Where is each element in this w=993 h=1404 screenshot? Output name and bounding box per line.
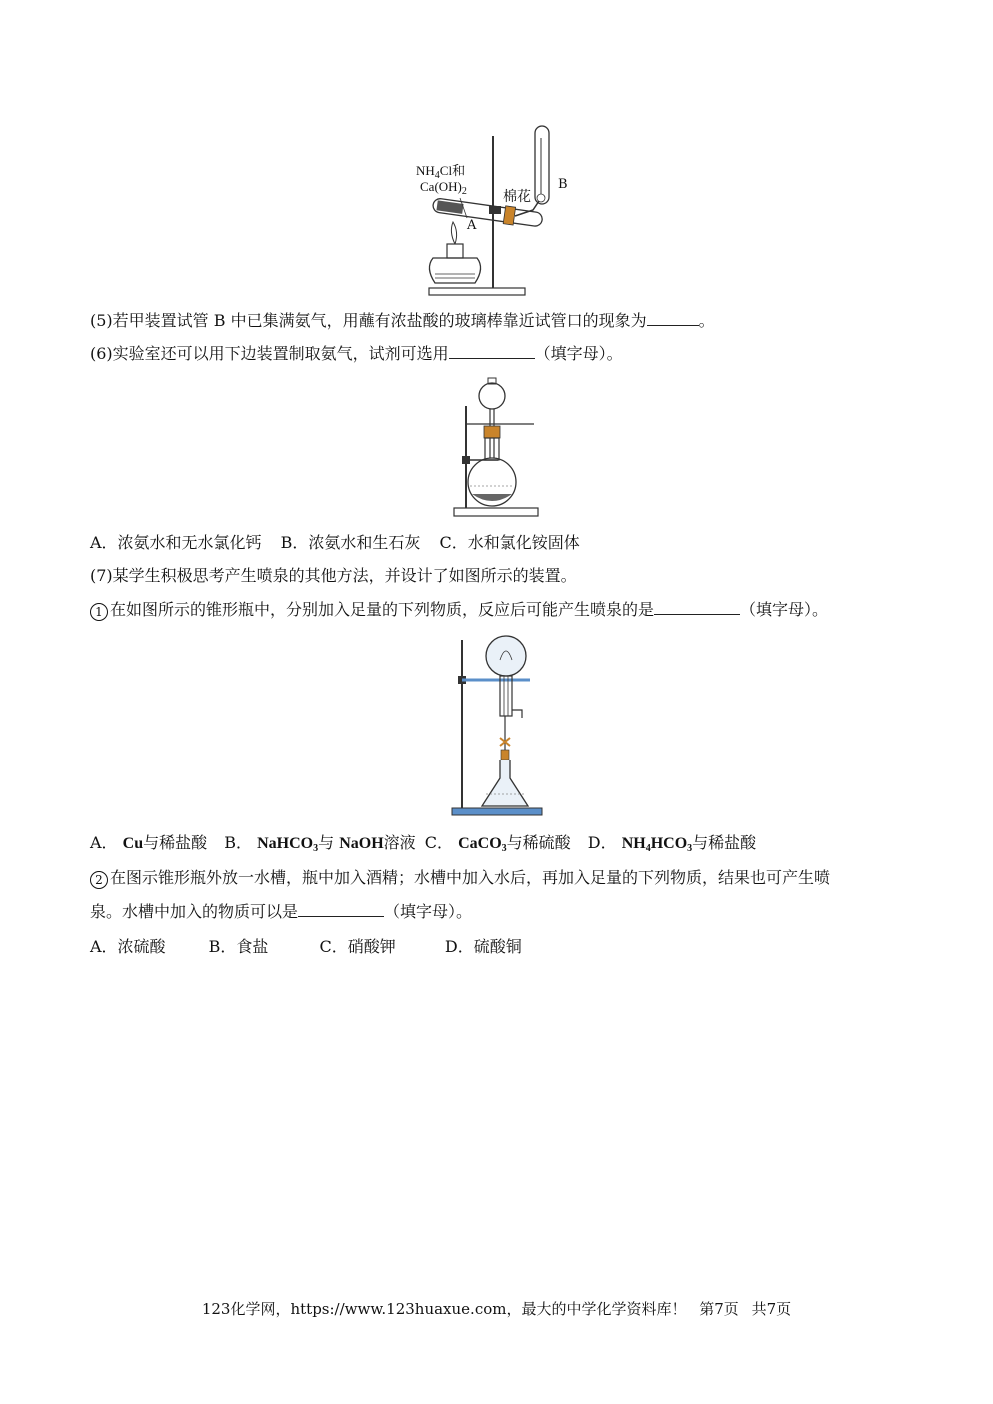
option-7-1d[interactable]: D． $NH_4HCO_3$与稀盐酸	[587, 833, 757, 854]
label-tube-b: B	[558, 177, 568, 192]
footer-total-pages: 共7页	[751, 1300, 792, 1318]
option-7-2b[interactable]: B．食盐	[208, 937, 269, 956]
question-7-intro: (7)某学生积极思考产生喷泉的其他方法，并设计了如图所示的装置。	[90, 566, 577, 585]
question-7-2-line1: 2 在图示锥形瓶外放一水槽，瓶中加入酒精；水槽中加入水后，再加入足量的下列物质，结果也可产生喷	[90, 868, 830, 889]
question-7-1: 1 在如图所示的锥形瓶中，分别加入足量的下列物质，反应后可能产生喷泉的是 （填字母）。	[90, 600, 828, 621]
page-footer	[0, 1298, 993, 1319]
option-7-2d[interactable]: D．硫酸铜	[444, 937, 522, 956]
option-6b[interactable]: B．浓氨水和生石灰	[280, 533, 421, 552]
ammonia-generation-apparatus	[405, 118, 595, 298]
circled-number: 1	[90, 603, 108, 621]
answer-blank-6[interactable]	[449, 344, 535, 359]
fountain-apparatus	[450, 632, 550, 822]
circled-number: 2	[90, 871, 108, 889]
question-6-options	[90, 533, 580, 553]
answer-blank-5[interactable]	[647, 311, 699, 326]
label-cotton: 棉花	[503, 189, 531, 205]
option-7-1a[interactable]: A． Cu与稀盐酸	[90, 833, 208, 852]
label-tube-a: A	[467, 218, 477, 233]
option-7-1c[interactable]: C． CaCO$_3$与稀硫酸	[424, 833, 571, 854]
ammonia-flask-apparatus	[450, 376, 550, 522]
question-6: (6)实验室还可以用下边装置制取氨气，试剂可选用 （填字母）。	[90, 344, 623, 363]
footer-page-number: 第7页	[699, 1300, 739, 1318]
option-7-2a[interactable]: A．浓硫酸	[90, 937, 166, 956]
question-7-1-options	[90, 833, 756, 854]
answer-blank-7-2[interactable]	[298, 902, 384, 917]
option-7-1b[interactable]: B． NaHCO$_3$与 NaOH溶液	[224, 833, 416, 854]
label-reagent: $NH_4Cl$和 $Ca(OH)_2$	[416, 163, 467, 197]
option-6c[interactable]: C．水和氯化铵固体	[439, 533, 580, 552]
footer-site[interactable]: 123化学网，https://www.123huaxue.com，最大的中学化学资料库！	[201, 1300, 687, 1318]
option-7-2c[interactable]: C．硝酸钾	[319, 937, 396, 956]
question-7-2-options	[90, 937, 522, 957]
question-7-2-line2: 泉。水槽中加入的物质可以是 （填字母）。	[90, 902, 473, 921]
option-6a[interactable]: A．浓氨水和无水氯化钙	[90, 533, 262, 552]
question-5: (5)若甲装置试管 B 中已集满氨气，用蘸有浓盐酸的玻璃棒靠近试管口的现象为 。	[90, 311, 715, 330]
answer-blank-7-1[interactable]	[654, 600, 740, 615]
